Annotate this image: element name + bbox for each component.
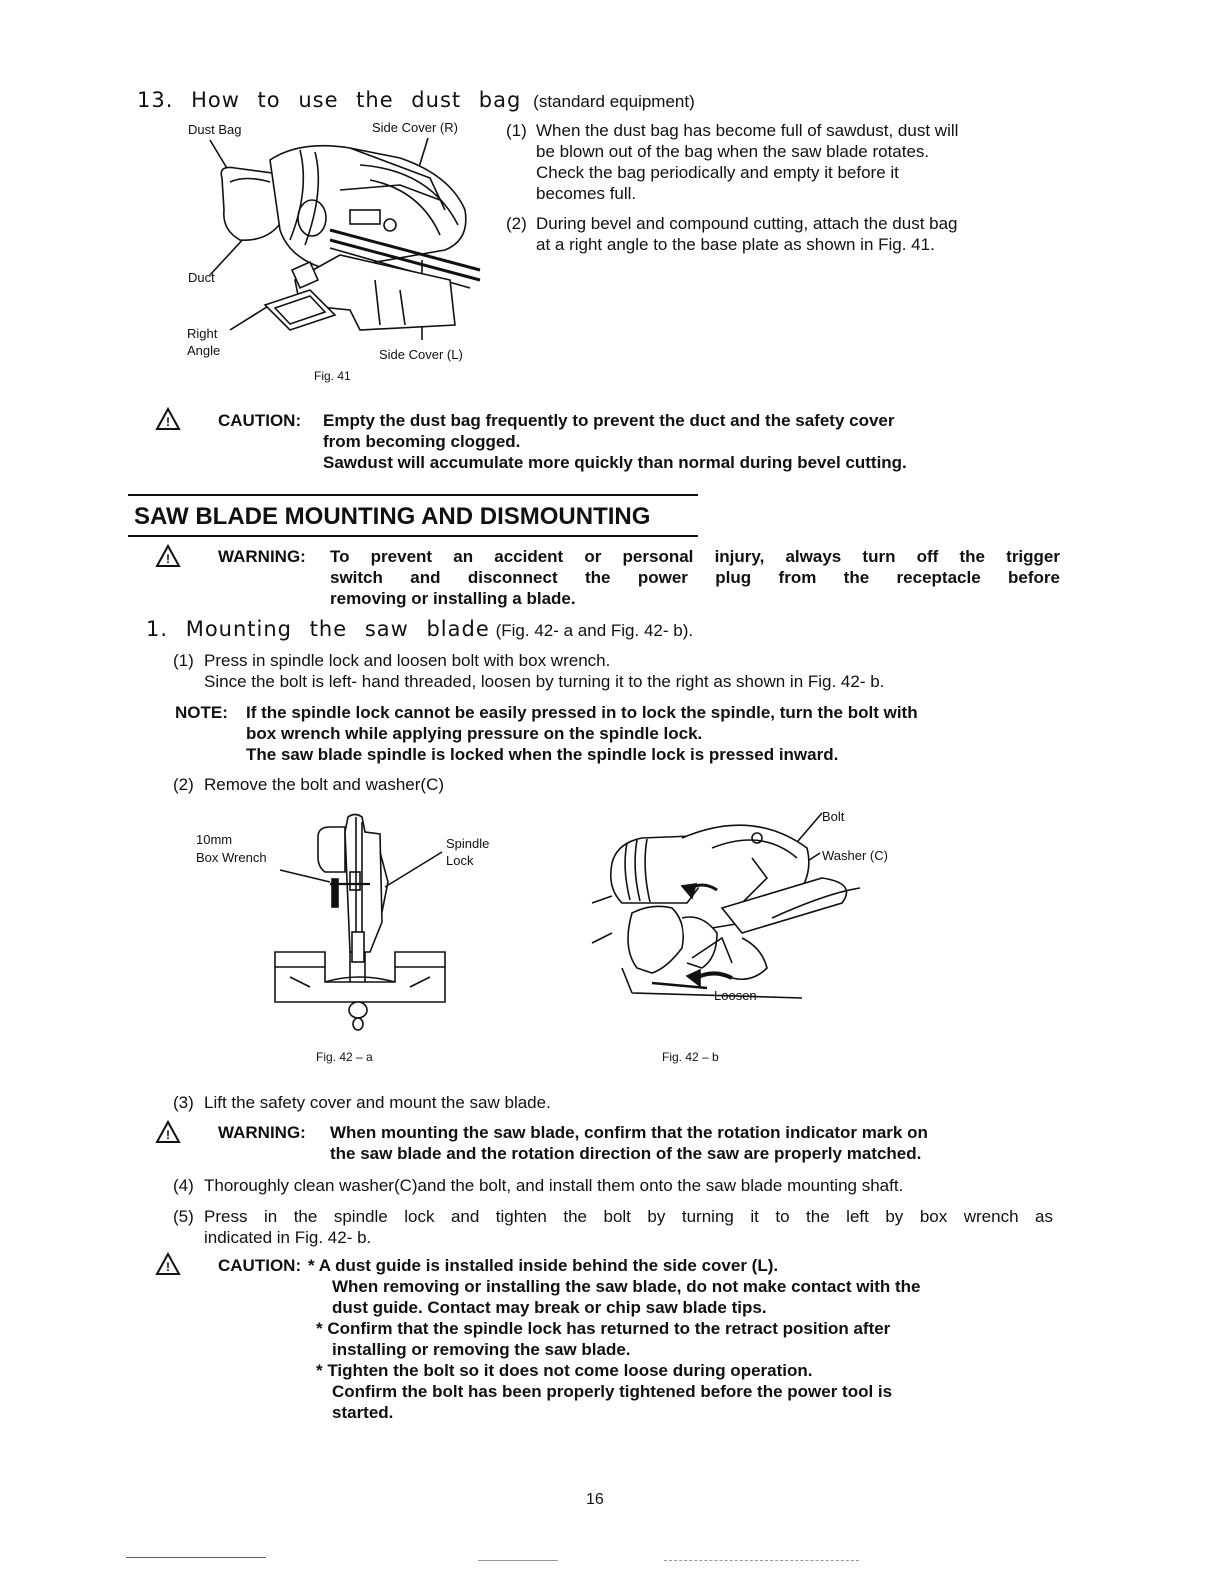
fig42a-label-spindle: Spindle — [446, 836, 490, 851]
note-label: NOTE: — [175, 703, 228, 722]
note-line: The saw blade spindle is locked when the spindle lock is pressed inward. — [246, 745, 839, 764]
section-title: SAW BLADE MOUNTING AND DISMOUNTING — [134, 503, 651, 530]
caution-line: * Confirm that the spindle lock has returned to the retract position after — [316, 1319, 891, 1338]
fig42a-saw-front-illustration — [270, 812, 450, 1032]
fig42a-label-lock: Lock — [446, 853, 474, 868]
step-line: Since the bolt is left- hand threaded, loosen by turning it to the right as shown in Fig. 42- b. — [204, 672, 885, 691]
section-13-heading-sub: (standard equipment) — [533, 92, 695, 111]
section-13-item-1 — [506, 120, 1066, 204]
svg-text:!: ! — [166, 1128, 170, 1142]
warning-2-label: WARNING: — [218, 1123, 306, 1142]
page-number: 16 — [586, 1491, 604, 1508]
fig41-label-duct: Duct — [188, 270, 215, 285]
scan-artifact-line — [664, 1560, 859, 1561]
fig41-caption: Fig. 41 — [314, 369, 351, 383]
caution-icon — [156, 408, 180, 430]
section-title-rule-top — [128, 494, 698, 496]
scan-artifact-line — [478, 1560, 558, 1561]
fig41-label-angle: Angle — [187, 343, 221, 358]
item-number: (2) — [506, 214, 527, 233]
caution-line: When removing or installing the saw blade, do not make contact with the — [332, 1277, 921, 1296]
step-text: Lift the safety cover and mount the saw blade. — [204, 1093, 551, 1112]
caution-line: Confirm the bolt has been properly tightened before the power tool is — [332, 1382, 893, 1401]
step-1 — [173, 650, 1053, 692]
fig42a-caption: Fig. 42 – a — [316, 1050, 373, 1064]
step-5 — [173, 1206, 1053, 1248]
caution-line: Empty the dust bag frequently to prevent the duct and the safety cover — [323, 411, 895, 430]
step-line: Press in the spindle lock and tighten the bolt by turning it to the left by box wrench as — [204, 1207, 1053, 1226]
section-title-rule-bottom — [128, 535, 698, 537]
warning-icon — [156, 1121, 180, 1143]
item-line: be blown out of the bag when the saw blade rotates. — [536, 142, 930, 161]
step-line: Press in spindle lock and loosen bolt with box wrench. — [204, 651, 611, 670]
fig41-label-dust-bag: Dust Bag — [188, 122, 242, 137]
warning-1-text — [330, 546, 1060, 609]
item-number: (1) — [506, 121, 527, 140]
fig42b-caption: Fig. 42 – b — [662, 1050, 719, 1064]
step-number: (4) — [173, 1176, 194, 1195]
warning-line: the saw blade and the rotation direction of the saw are properly matched. — [330, 1144, 922, 1163]
caution-line: * A dust guide is installed inside behind the side cover (L). — [308, 1256, 779, 1275]
caution-line: started. — [332, 1403, 394, 1422]
scan-artifact-line — [126, 1557, 266, 1558]
fig42b-wrench-illustration — [592, 808, 862, 1008]
caution-line: dust guide. Contact may break or chip saw blade tips. — [332, 1298, 767, 1317]
note-text — [246, 702, 1056, 765]
caution-1-text — [323, 410, 1063, 473]
caution-2-label: CAUTION: — [218, 1256, 302, 1275]
item-line: becomes full. — [536, 184, 637, 203]
warning-2-text — [330, 1122, 1060, 1164]
fig42b-label-bolt: Bolt — [822, 809, 845, 824]
warning-line: switch and disconnect the power plug from the receptacle before — [330, 568, 1060, 587]
warning-line: To prevent an accident or personal injury, always turn off the trigger — [330, 547, 1060, 566]
warning-icon — [156, 545, 180, 567]
mounting-heading-sub: (Fig. 42- a and Fig. 42- b). — [495, 621, 694, 640]
fig42a-label-10mm: 10mm — [196, 832, 233, 847]
caution-line: from becoming clogged. — [323, 432, 521, 451]
section-13-item-2 — [506, 213, 1066, 255]
note-line: box wrench while applying pressure on the spindle lock. — [246, 724, 703, 743]
step-number: (3) — [173, 1093, 194, 1112]
caution-icon — [156, 1253, 180, 1275]
step-number: (1) — [173, 651, 194, 670]
note-line: If the spindle lock cannot be easily pressed in to lock the spindle, turn the bolt with — [246, 703, 918, 722]
fig42b-label-washer: Washer (C) — [822, 848, 888, 863]
step-number: (5) — [173, 1207, 194, 1226]
step-2 — [173, 774, 444, 795]
step-line: indicated in Fig. 42- b. — [204, 1228, 372, 1247]
warning-1-label: WARNING: — [218, 547, 306, 566]
fig41-label-side-cover-l: Side Cover (L) — [379, 347, 463, 362]
svg-text:!: ! — [166, 1260, 170, 1274]
mounting-heading-main: 1. Mounting the saw blade — [146, 617, 490, 641]
fig42a-label-box-wrench: Box Wrench — [196, 850, 267, 865]
item-line: During bevel and compound cutting, attach the dust bag — [536, 214, 958, 233]
step-text: Thoroughly clean washer(C)and the bolt, and install them onto the saw blade mounting shaft. — [204, 1176, 904, 1195]
step-4 — [173, 1175, 903, 1196]
caution-2-text — [308, 1255, 1060, 1423]
caution-line: Sawdust will accumulate more quickly than normal during bevel cutting. — [323, 453, 907, 472]
item-line: Check the bag periodically and empty it before it — [536, 163, 899, 182]
step-3 — [173, 1092, 551, 1113]
section-13-heading-main: 13. How to use the dust bag — [137, 88, 522, 112]
svg-text:!: ! — [166, 415, 170, 429]
warning-line: When mounting the saw blade, confirm that the rotation indicator mark on — [330, 1123, 928, 1142]
svg-text:!: ! — [166, 552, 170, 566]
item-line: at a right angle to the base plate as shown in Fig. 41. — [536, 235, 935, 254]
fig41-label-right: Right — [187, 326, 218, 341]
fig42b-label-loosen: Loosen — [714, 988, 757, 1003]
warning-line: removing or installing a blade. — [330, 589, 576, 608]
step-text: Remove the bolt and washer(C) — [204, 775, 445, 794]
fig41-miter-saw-illustration — [200, 130, 490, 360]
caution-line: * Tighten the bolt so it does not come loose during operation. — [316, 1361, 813, 1380]
item-line: When the dust bag has become full of sawdust, dust will — [536, 121, 959, 140]
fig41-label-side-cover-r: Side Cover (R) — [372, 120, 458, 135]
caution-1-label: CAUTION: — [218, 411, 302, 430]
section-13-heading — [137, 88, 695, 113]
mounting-heading — [146, 617, 693, 642]
caution-line: installing or removing the saw blade. — [332, 1340, 631, 1359]
step-number: (2) — [173, 775, 194, 794]
